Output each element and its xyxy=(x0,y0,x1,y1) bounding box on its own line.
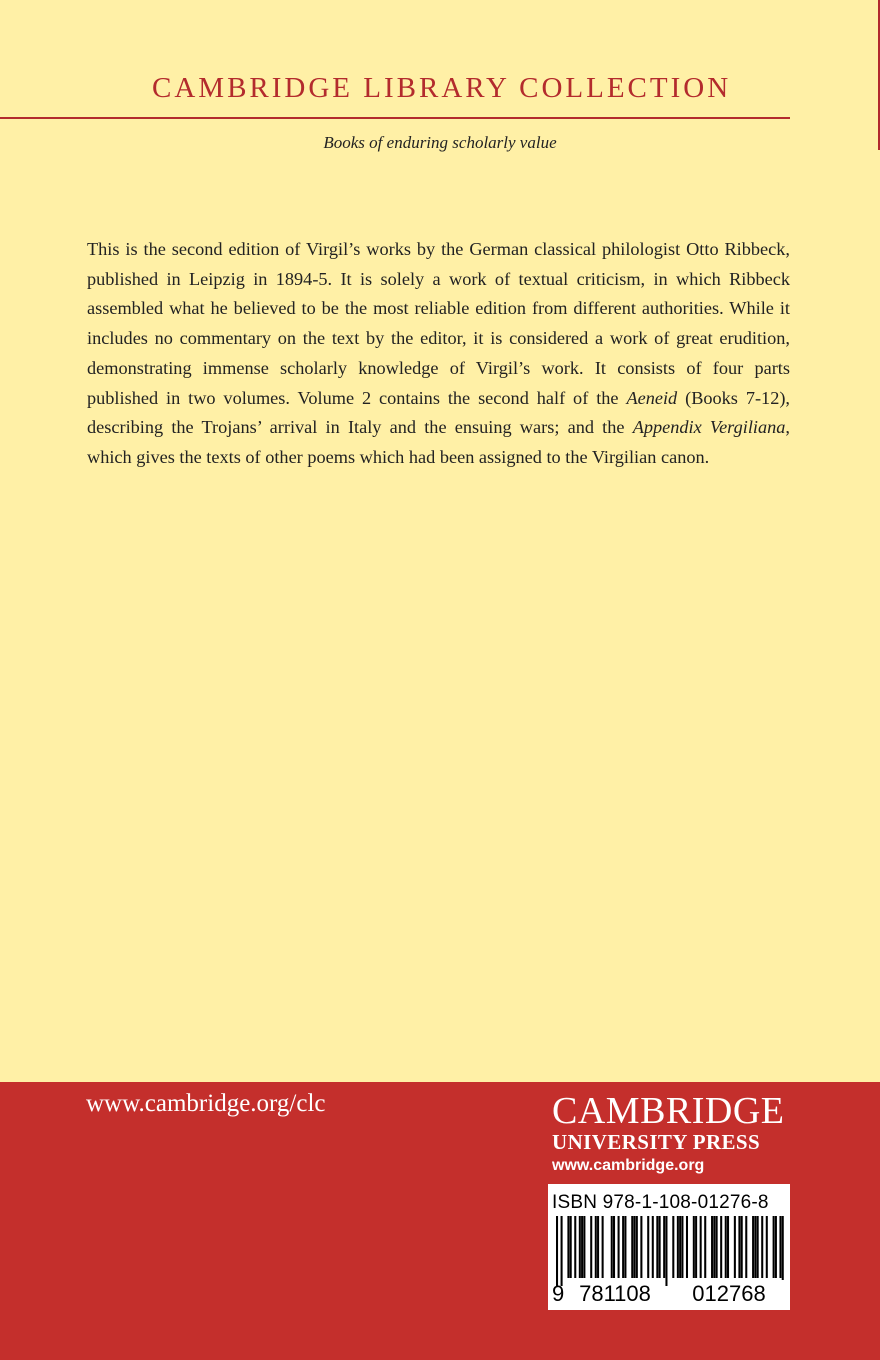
book-description xyxy=(87,235,790,473)
barcode-bar xyxy=(631,1216,633,1278)
barcode-bar xyxy=(636,1216,638,1278)
barcode-bar xyxy=(622,1216,624,1278)
isbn-number: ISBN 978-1-108-01276-8 xyxy=(552,1192,769,1213)
description-title-aeneid: Aeneid xyxy=(626,387,678,408)
barcode-bar xyxy=(574,1216,576,1278)
series-tagline: Books of enduring scholarly value xyxy=(323,133,557,152)
barcode-bar xyxy=(618,1216,620,1278)
description-text-3: , which gives the texts of other poems which had been assigned to the Virgilian canon. xyxy=(87,417,790,467)
barcode-bar xyxy=(752,1216,754,1278)
barcode-bar xyxy=(681,1216,683,1278)
barcode-bar xyxy=(779,1216,781,1278)
barcode-bar xyxy=(581,1216,583,1278)
barcode-bar xyxy=(656,1216,658,1278)
series-title-rule xyxy=(0,117,790,119)
barcode-bar xyxy=(757,1216,759,1278)
barcode-bar xyxy=(579,1216,581,1278)
barcode-bar xyxy=(634,1216,636,1278)
barcode-left-digits: 781108 xyxy=(566,1280,664,1308)
barcode-bar xyxy=(686,1216,688,1278)
description-title-appendix: Appendix Vergiliana xyxy=(632,417,786,438)
series-url-link[interactable]: www.cambridge.org/clc xyxy=(86,1090,326,1117)
barcode-bar xyxy=(590,1216,592,1278)
series-title: CAMBRIDGE LIBRARY COLLECTION xyxy=(152,72,732,104)
barcode-bar xyxy=(561,1216,563,1286)
barcode-bar xyxy=(556,1216,558,1286)
barcode-bar xyxy=(595,1216,597,1278)
barcode-bar xyxy=(597,1216,599,1278)
publisher-logo-subtitle: UNIVERSITY PRESS xyxy=(552,1130,761,1154)
barcode-icon xyxy=(556,1216,784,1286)
barcode-bar xyxy=(695,1216,697,1278)
barcode-bar xyxy=(734,1216,736,1278)
barcode-bar xyxy=(713,1216,715,1278)
barcode-digits xyxy=(548,1280,790,1310)
barcode-bar xyxy=(761,1216,763,1278)
barcode-bar xyxy=(652,1216,654,1278)
barcode-bar xyxy=(720,1216,722,1278)
barcode-bar xyxy=(665,1216,667,1286)
barcode-bar xyxy=(679,1216,681,1278)
barcode-bar xyxy=(711,1216,713,1278)
description-text-2: (Books 7-12), describing the Trojans’ arrival in Italy and the ensuing wars; and the xyxy=(87,387,790,438)
publisher-url-link[interactable]: www.cambridge.org xyxy=(552,1157,705,1174)
barcode-bar xyxy=(741,1216,743,1278)
barcode-bar xyxy=(613,1216,615,1278)
barcode-right-digits: 012768 xyxy=(674,1280,784,1308)
barcode-bar xyxy=(727,1216,729,1278)
barcode-bar xyxy=(766,1216,768,1278)
barcode-bar xyxy=(773,1216,775,1278)
barcode-bar xyxy=(663,1216,665,1278)
barcode-bar xyxy=(659,1216,661,1278)
barcode-bar xyxy=(716,1216,718,1278)
barcode-bar xyxy=(738,1216,740,1278)
barcode-bar xyxy=(647,1216,649,1278)
barcode-lead-digit: 9 xyxy=(552,1281,565,1306)
barcode-bar xyxy=(624,1216,626,1278)
barcode-bar xyxy=(677,1216,679,1278)
barcode-bar xyxy=(583,1216,585,1278)
barcode-bar xyxy=(704,1216,706,1278)
publisher-logo-name: CAMBRIDGE xyxy=(552,1090,785,1132)
barcode-bar xyxy=(700,1216,702,1278)
barcode-bar xyxy=(570,1216,572,1278)
description-text-1: This is the second edition of Virgil’s works by the German classical philologist Otto Ribbeck, published in Leipzig in 1894-5. It is solely a work of textual criticism, in which Ribbeck assembled what he believed to be the most reliable edition from different authorities. While it includes no commentary on the text by the editor, it is considered a work of great erudition, demonstrating immense scholarly knowledge of Virgil’s work. It consists of four parts published in two volumes. Volume 2 contains the second half of the xyxy=(87,239,790,408)
barcode-bar xyxy=(640,1216,642,1278)
barcode-bar xyxy=(567,1216,569,1278)
barcode-bar xyxy=(672,1216,674,1278)
barcode-bar xyxy=(693,1216,695,1278)
barcode-bar xyxy=(782,1216,784,1286)
barcode-bar xyxy=(611,1216,613,1278)
barcode-bar xyxy=(745,1216,747,1278)
barcode-bar xyxy=(725,1216,727,1278)
barcode-bar xyxy=(754,1216,756,1278)
barcode-bar xyxy=(775,1216,777,1278)
barcode-bar xyxy=(602,1216,604,1278)
